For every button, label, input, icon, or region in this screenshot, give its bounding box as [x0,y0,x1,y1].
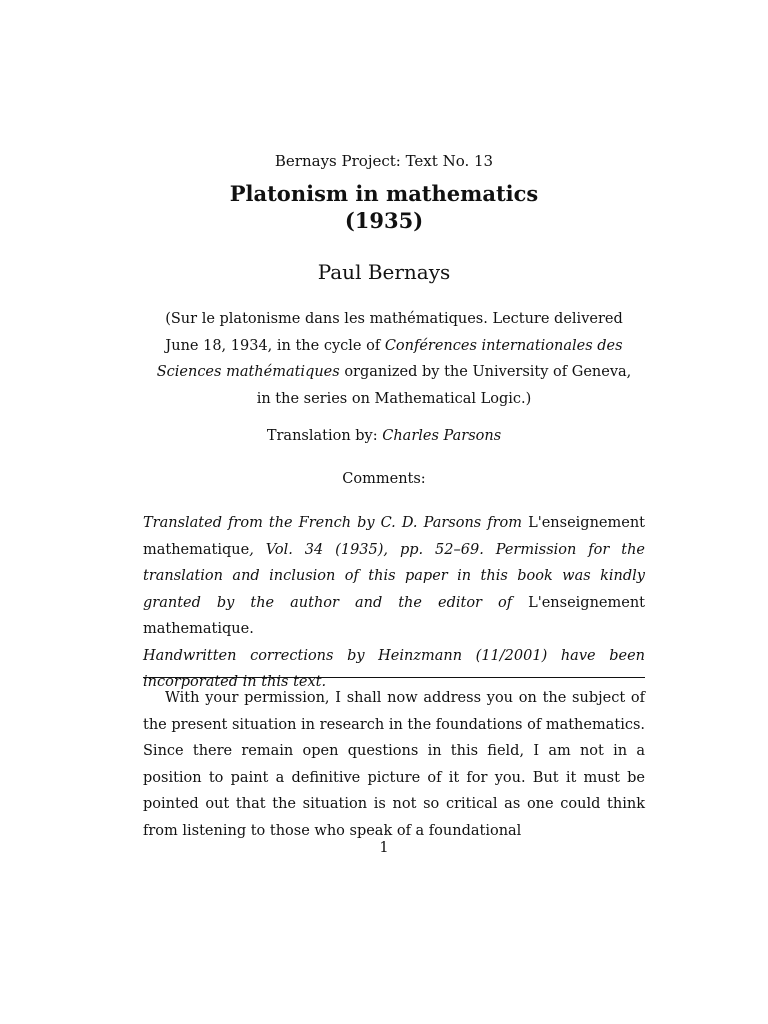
translation-label: Translation by: [266,428,383,444]
page-number: 1 [379,840,389,856]
comments-journal-2: L'enseignement mathematique [143,594,645,637]
lecture-note [150,306,638,412]
comments-block [143,510,645,696]
paper-title [0,180,768,234]
body-paragraph: With your permission, I shall now address you on the subject of the present situation in research in the foundations of mathematics. Since there remain open questions in this field, I am not in a position to paint a definitive picture of it for you. But it must be pointed out that the situation is not so critical as one could think from listening to those who speak of a foundational [143,690,645,839]
note-text-2: organized by the University of Geneva, in the series on Mathematical Logic.) [256,364,632,407]
comments-journal-1: L'enseignement mathematique [143,515,645,558]
translator-name: Charles Parsons [382,428,502,444]
comments-label: Comments: [342,471,426,487]
horizontal-rule [143,677,645,678]
comments-paragraph [143,510,645,643]
comments-seg-1: Translated from the French by C. D. Parsons from [143,515,529,531]
title-line-2: (1935) [344,208,424,233]
comments-handwritten-note: Handwritten corrections by Heinzmann (11/2001) have been incorporated in this text. [143,647,645,690]
note-text-1: (Sur le platonisme dans les mathématiques. Lecture delivered June 18, 1934, in the cycle of [165,311,623,354]
comments-seg-2: , Vol. 34 (1935), pp. 52–69. Permission for the translation and inclusion of this paper in this book was kindly granted by the author and the editor of [143,541,645,611]
note-conference-name: Conférences internationales des Sciences mathématiques [156,337,623,380]
title-line-1: Platonism in mathematics [229,181,539,206]
translation-credit [0,428,768,444]
author-name: Paul Bernays [317,260,451,284]
comments-seg-3: . [249,621,254,637]
project-line: Bernays Project: Text No. 13 [274,152,494,170]
